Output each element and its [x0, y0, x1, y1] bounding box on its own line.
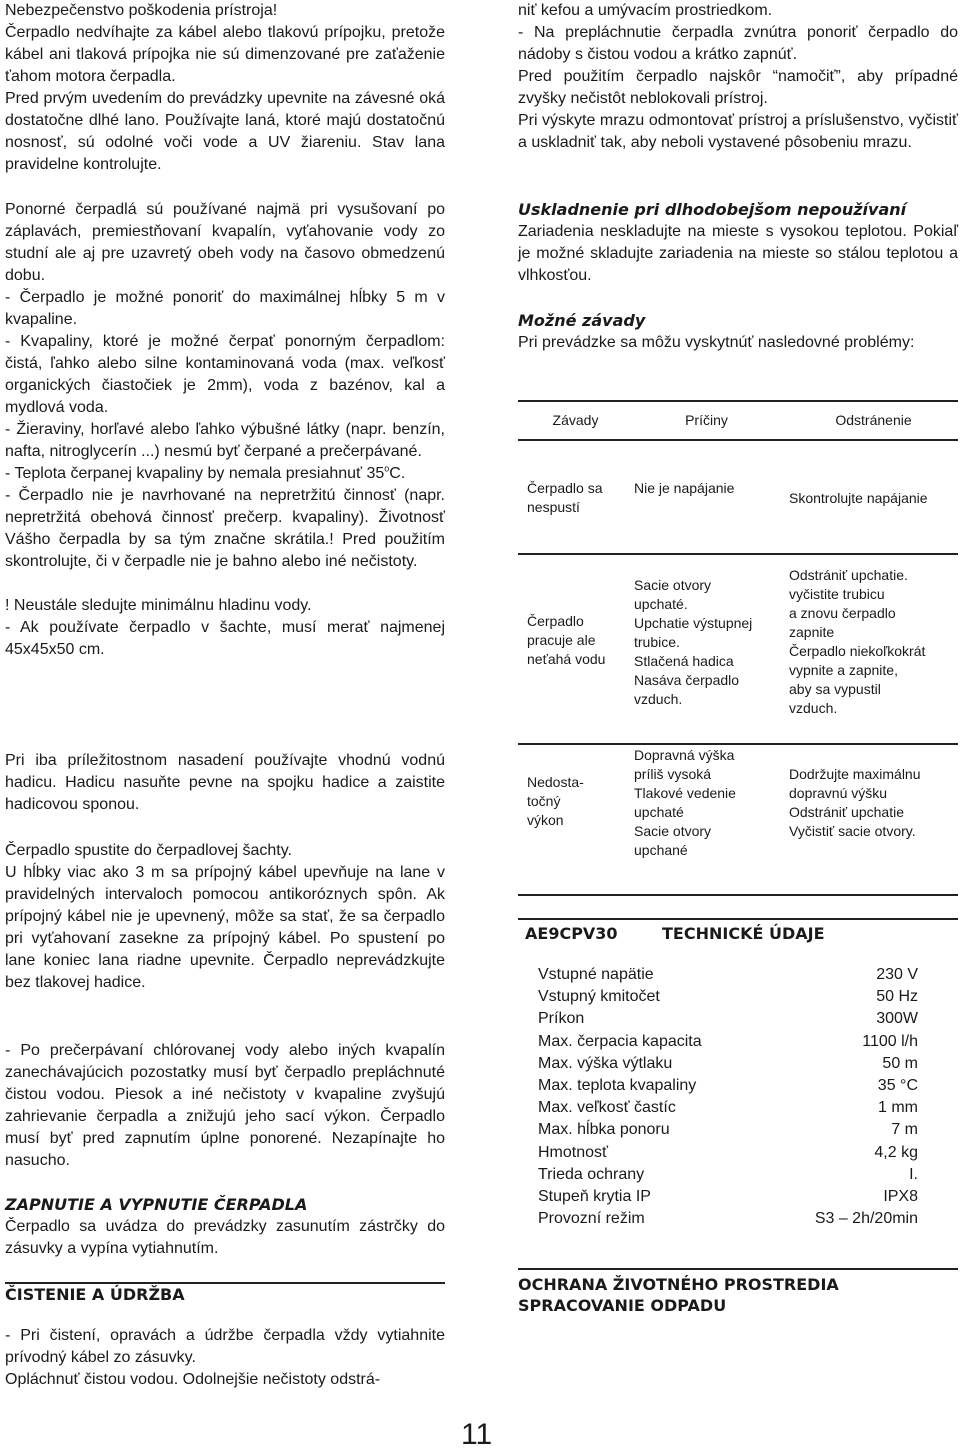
spec-row [538, 1186, 918, 1208]
chlorine-section [5, 1040, 445, 1172]
spec-row [538, 986, 918, 1008]
model-code: AE9CPV30 [525, 924, 618, 943]
spec-label: Max. čerpacia kapacita [538, 1032, 702, 1050]
spec-value: 7 m [891, 1121, 918, 1139]
bullet-temp-text: - Teplota čerpanej kvapaliny by nemala presiahnuť 35 [5, 465, 385, 482]
fault-cell: Čerpadlo pracuje ale neťahá vodu [527, 613, 606, 667]
spec-label: Max. hĺbka ponoru [538, 1121, 670, 1139]
spec-row [538, 1031, 918, 1053]
bullet-forbidden: - Žieraviny, horľavé alebo ľahko výbušné látky (napr. benzín, nafta, nitroglycerín ...) nesmú byť čerpané a prečerpávané. [5, 421, 445, 460]
tech-header [518, 918, 958, 948]
switch-heading: ZAPNUTIE A VYPNUTIE ČERPADLA [5, 1195, 308, 1214]
storage-heading: Uskladnenie pri dlhodobejšom nepoužívaní [518, 200, 907, 219]
bullet-shaft: - Ak používate čerpadlo v šachte, musí merať najmenej 45x45x50 cm. [5, 619, 445, 658]
left-column [5, 0, 445, 176]
spec-value: 50 m [882, 1054, 918, 1072]
table-row [518, 441, 958, 555]
degree-sup: o [384, 463, 390, 474]
spec-value: 35 °C [877, 1077, 918, 1095]
spec-row [538, 1075, 918, 1097]
fault-cell: Nedosta- točný výkon [527, 774, 584, 828]
header-fixes: Odstránenie [835, 412, 912, 428]
cause-cell: Nie je napájanie [634, 480, 735, 496]
env-section [518, 1268, 958, 1316]
cleaning-paragraph: - Pri čistení, opravách a údržbe čerpadla vždy vytiahnite prívodný kábel zo zásuvky. Opláchnuť čistou vodou. Odolnejšie nečistoty odstrá- [5, 1327, 445, 1388]
spec-value: S3 – 2h/20min [814, 1210, 918, 1228]
faults-table-header [518, 400, 958, 441]
cause-cell: Dopravná výška príliš vysoká Tlakové vedenie upchaté Sacie otvory upchané [634, 747, 736, 858]
chlorine-paragraph: - Po prečerpávaní chlórovanej vody alebo iných kvapalín zanechávajúcich pozostatky musí byť čerpadlo prepláchnuté čistou vodou. Piesok a iné nečistoty v kvapaline zvyšujú zahrievanie čerpadla a znižujú jeho sací výkon. Čerpadlo musí byť pred zapnutím úplne ponorené. Nezapínajte ho nasucho. [5, 1042, 445, 1169]
spec-row [538, 1008, 918, 1030]
storage-paragraph: Zariadenia neskladujte na mieste s vysokou teplotou. Pokiaľ je možné skladujte zariadenia na mieste so stálou teplotou a vlhkosťou. [518, 223, 958, 284]
spec-row [538, 964, 918, 986]
cleaning-continued: niť kefou a umývacím prostriedkom. - Na prepláchnutie čerpadla zvnútra ponoriť čerpadlo do nádoby s čistou vodou a krátko zapnúť. Pred použitím čerpadlo najskôr “namočiť”, aby prípadné zvyšky nečistôt neblokovali prístroj. Pri výskyte mrazu odmontovať prístroj a príslušenstvo, vyčistiť a uskladniť tak, aby neboli vystavené pôsobeniu mrazu. [518, 2, 958, 151]
damage-warning-paragraph: Nebezpečenstvo poškodenia prístroja! Čerpadlo nedvíhajte za kábel alebo tlakovú prípojku, pretože kábel ani tlaková prípojka nie sú dimenzované pre zaťaženie ťahom motora čerpadla. Pred prvým uvedením do prevádzky upevnite na závesné oká dostatočne dlhé lano. Používajte laná, ktoré majú dostatočnú nosnosť, sú odolné voči vode a UV žiareniu. Stav lana pravidelne kontrolujte. [5, 2, 445, 173]
cleaning-heading: ČISTENIE A ÚDRŽBA [5, 1285, 185, 1304]
spec-value: 1 mm [878, 1099, 918, 1117]
spec-row [538, 1053, 918, 1075]
water-level-warning: ! Neustále sledujte minimálnu hladinu vody. [5, 597, 312, 614]
bullet-continuous: - Čerpadlo nie je navrhované na nepretržitú činnosť (napr. nepretržitá obehová činnosť prečerp. kvapaliny). Životnosť Vášho čerpadla by sa tým značne skrátila.! Pred použitím skontrolujte, či v čerpadle nie je bahno alebo iné nečistoty. [5, 487, 445, 570]
hose-paragraph: Pri iba príležitostnom nasadení používajte vhodnú vodnú hadicu. Hadicu nasuňte pevne na spojku hadice a zaistite hadicovou sponou. [5, 752, 445, 813]
spec-label: Stupeň krytia IP [538, 1188, 651, 1206]
spec-label: Max. teplota kvapaliny [538, 1077, 697, 1095]
spec-label: Vstupný kmitočet [538, 988, 660, 1006]
spec-row [538, 1142, 918, 1164]
hose-section [5, 750, 445, 816]
spec-row [538, 1208, 918, 1230]
page-number: 11 [461, 1418, 493, 1451]
tech-heading: TECHNICKÉ ÚDAJE [662, 924, 825, 943]
bullet-depth: - Čerpadlo je možné ponoriť do maximálnej hĺbky 5 m v kvapaline. [5, 289, 445, 328]
spec-label: Príkon [538, 1010, 585, 1028]
usage-section [5, 199, 445, 661]
header-causes: Príčiny [685, 412, 728, 428]
fix-cell: Odstrániť upchatie. vyčistite trubicu a znovu čerpadlo zapnite Čerpadlo niekoľkokrát vypnite a zapnite, aby sa vypustil vzduch. [789, 567, 926, 716]
spec-value: 4,2 kg [874, 1143, 918, 1161]
bullet-temp-unit: C. [389, 465, 406, 482]
spec-value: 230 V [876, 966, 918, 983]
cause-cell: Sacie otvory upchaté. Upchatie výstupnej trubice. Stlačená hadica Nasáva čerpadlo vzduch. [634, 577, 753, 707]
usage-paragraph: Ponorné čerpadlá sú používané najmä pri vysušovaní po záplavách, premiestňovaní kvapalín, vyťahovanie vody zo studní ale aj pre uzavretý obeh vody na časovo obmedzenú dobu. [5, 201, 445, 284]
faults-heading: Možné závady [518, 311, 646, 330]
lowering-paragraph: Čerpadlo spustite do čerpadlovej šachty. U hĺbky viac ako 3 m sa prípojný kábel upevňuje na lane v pravidelných intervaloch pomocou antikoróznych spôn. Ak prípojný kábel nie je upevnený, môže sa stať, že sa čerpadlo pri vyťahovaní zasekne za prípojný kábel. Po spustení po lane koniec lana riadne upevnite. Čerpadlo neprevádzkujte bez tlakovej hadice. [5, 842, 445, 991]
lowering-section [5, 840, 445, 994]
spec-value: 300W [876, 1010, 918, 1028]
spec-label: Max. veľkosť častíc [538, 1099, 676, 1117]
env-heading-line2: SPRACOVANIE ODPADU [518, 1296, 727, 1315]
spec-value: IPX8 [883, 1188, 918, 1206]
right-column-top [518, 0, 958, 154]
switch-paragraph: Čerpadlo sa uvádza do prevádzky zasunutím zástrčky do zásuvky a vypína vytiahnutím. [5, 1218, 445, 1257]
faults-paragraph: Pri prevádzke sa môžu vyskytnúť nasledovné problémy: [518, 334, 915, 351]
spec-label: Hmotnosť [538, 1143, 609, 1161]
table-row [518, 555, 958, 745]
spec-value: I. [909, 1165, 918, 1183]
spec-row [538, 1164, 918, 1186]
storage-section [518, 199, 958, 287]
spec-row [538, 1097, 918, 1119]
fix-cell: Skontrolujte napájanie [789, 490, 928, 506]
spec-label: Vstupné napätie [538, 966, 654, 983]
header-faults: Závady [552, 412, 599, 428]
fault-cell: Čerpadlo sa nespustí [527, 480, 603, 515]
spec-label: Trieda ochrany [538, 1165, 645, 1183]
spec-value: 1100 l/h [862, 1032, 918, 1050]
fix-cell: Dodržujte maximálnu dopravnú výšku Odstrániť upchatie Vyčistiť sacie otvory. [789, 766, 921, 839]
env-heading-line1: OCHRANA ŽIVOTNÉHO PROSTREDIA [518, 1275, 839, 1294]
faults-table [518, 400, 958, 896]
bullet-temperature [5, 463, 445, 485]
spec-label: Max. výška výtlaku [538, 1054, 673, 1072]
spec-label: Provozní režim [538, 1210, 645, 1228]
table-row [518, 745, 958, 896]
spec-value: 50 Hz [876, 988, 918, 1006]
tech-specs-table [538, 964, 918, 1230]
switch-section [5, 1194, 445, 1260]
faults-section [518, 310, 958, 354]
spec-row [538, 1119, 918, 1141]
cleaning-section [5, 1282, 445, 1391]
bullet-liquids: - Kvapaliny, ktoré je možné čerpať ponorným čerpadlom: čistá, ľahko alebo silne kontaminovaná voda (max. veľkosť organických čiastočiek je 2mm), voda z bazénov, kal a mydlová voda. [5, 333, 445, 416]
